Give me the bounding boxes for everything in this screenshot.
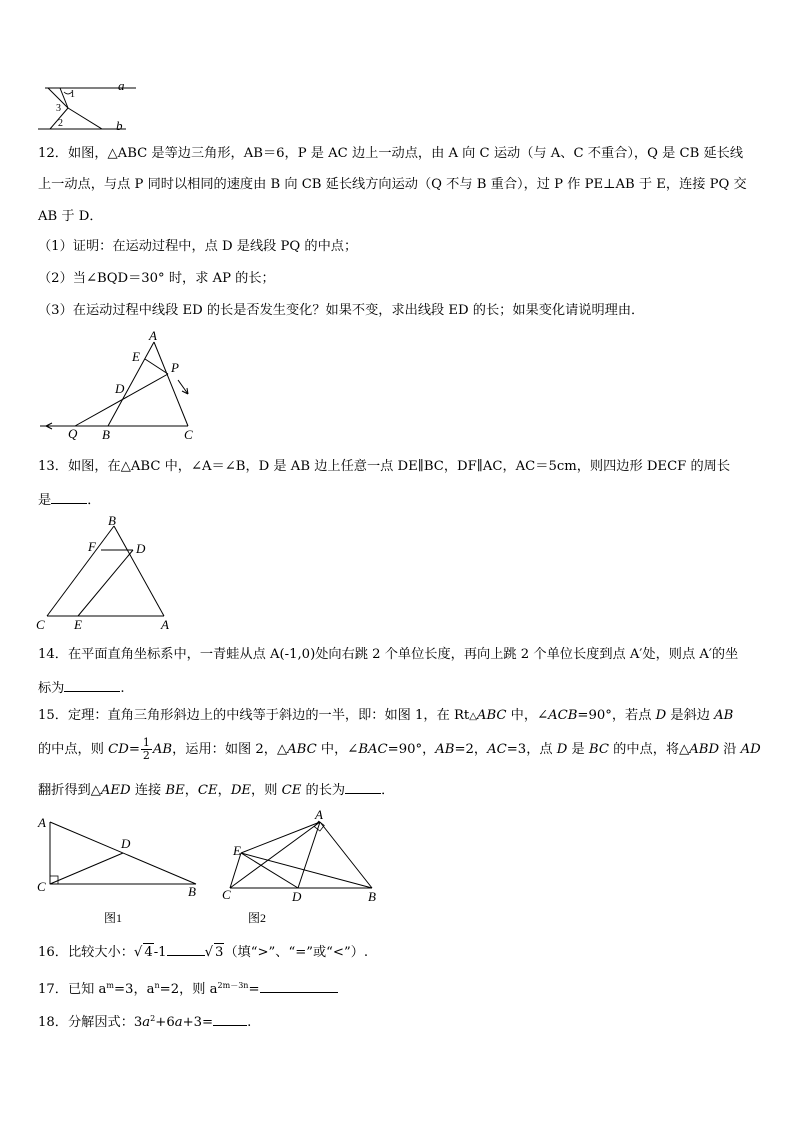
q18-line xyxy=(38,1010,251,1032)
q18-var-a: a xyxy=(142,1015,151,1030)
point-A-label: A xyxy=(38,815,46,830)
point-D-label: D xyxy=(136,541,146,556)
q15-text: ，运用：如图 2，△ xyxy=(172,742,288,757)
q14-answer-blank[interactable] xyxy=(64,677,120,692)
q15-answer-blank[interactable] xyxy=(345,779,381,794)
point-D-label: D xyxy=(292,889,302,904)
q17-text: = xyxy=(248,982,260,997)
point-P-label: P xyxy=(171,360,179,375)
point-B-label: B xyxy=(368,889,376,904)
q15-text: 15．定理：直角三角形斜边上的中线等于斜边的一半，即：如图 1，在 Rt xyxy=(38,708,470,723)
q15-text: AB xyxy=(435,742,455,757)
point-B-label: B xyxy=(108,513,116,528)
q12-part1: （1）证明：在运动过程中，点 D 是线段 PQ 的中点； xyxy=(38,239,358,254)
point-E-label: E xyxy=(233,843,241,858)
line-b-label: b xyxy=(116,118,123,133)
q13-line2-suffix: ． xyxy=(87,493,101,508)
q15-text: =2， xyxy=(454,742,488,757)
q17-exponent-n: n xyxy=(154,981,160,990)
q16-answer-blank[interactable] xyxy=(167,941,205,956)
point-C-label: C xyxy=(37,879,46,894)
q15-text: 是 xyxy=(567,742,589,757)
q15-text: AB xyxy=(152,742,173,757)
point-C-label: C xyxy=(222,887,231,902)
q15-text: CD xyxy=(108,742,129,757)
q14-line2-prefix: 标为 xyxy=(38,681,65,696)
figure-q15-fig1 xyxy=(30,810,210,928)
q18-var-a: a xyxy=(174,1015,183,1030)
q15-text: 连接 xyxy=(130,783,166,798)
q18-text: +6 xyxy=(155,1015,175,1030)
q13-answer-blank[interactable] xyxy=(51,489,87,504)
q15-text: AC xyxy=(487,742,507,757)
q15-text: ABC xyxy=(287,742,317,757)
sqrt-radicand-4: 4 xyxy=(144,945,153,960)
q15-text: CE xyxy=(281,783,302,798)
point-B-label: B xyxy=(188,884,196,899)
sqrt-radicand-3: 3 xyxy=(214,945,224,960)
q16-line xyxy=(38,941,368,962)
q18-answer-blank[interactable] xyxy=(213,1011,247,1026)
q17-answer-blank[interactable] xyxy=(260,978,338,993)
q15-text: 的中点，将△ xyxy=(608,742,690,757)
angle-3-label: 3 xyxy=(56,103,61,114)
fraction-one-half xyxy=(141,737,152,762)
q18-text: 18．分解因式：3 xyxy=(38,1015,143,1030)
point-C-label: C xyxy=(36,617,45,632)
fraction-numerator: 1 xyxy=(142,736,150,749)
point-A-label: A xyxy=(149,328,157,343)
q15-text: 中， xyxy=(506,708,538,723)
q16-minus-one: -1 xyxy=(153,945,167,960)
q15-text: AD xyxy=(740,742,761,757)
q15-text: 翻折得到△ xyxy=(38,783,101,798)
q15-text: BE xyxy=(165,783,185,798)
q15-text: ． xyxy=(381,783,395,798)
q15-text: AED xyxy=(100,783,131,798)
q17-text: =2，则 a xyxy=(159,982,218,997)
point-B-label: B xyxy=(102,427,110,442)
q15-text: CE xyxy=(197,783,218,798)
q15-text: = xyxy=(128,742,140,757)
q18-exponent-2: 2 xyxy=(150,1014,156,1023)
q15-text: ABD xyxy=(689,742,720,757)
q17-text: 17．已知 a xyxy=(38,982,107,997)
point-F-label: F xyxy=(88,539,96,554)
q12-line2: 上一动点，与点 P 同时以相同的速度由 B 向 CB 延长线方向运动（Q 不与 B 重合），过 P 作 PE⊥AB 于 E，连接 PQ 交 xyxy=(38,177,747,192)
point-A-label: A xyxy=(315,807,323,822)
point-Q-label: Q xyxy=(68,426,78,441)
q15-text: 的长为 xyxy=(301,783,346,798)
point-A-label: A xyxy=(161,617,169,632)
q16-prefix: 16．比较大小： xyxy=(38,945,134,960)
q15-text: =90°，若点 xyxy=(577,708,656,723)
q14-line1: 14．在平面直角坐标系中，一青蛙从点 A(-1,0)处向右跳 2 个单位长度，再向上跳 2 个单位长度到点 A′处，则点 A′的坐 xyxy=(38,647,739,662)
q15-text: =3，点 xyxy=(506,742,557,757)
q15-line3 xyxy=(38,779,394,800)
q15-text: D xyxy=(655,708,667,723)
q16-suffix: （填“>”、“=”或“<”）. xyxy=(224,945,369,960)
q15-text: D xyxy=(556,742,568,757)
q12-part3: （3）在运动过程中线段 ED 的长是否发生变化？如果不变，求出线段 ED 的长；如果变化请说明理由． xyxy=(38,303,645,318)
q15-text: ∠BAC xyxy=(347,742,388,757)
point-C-label: C xyxy=(184,427,193,442)
point-D-label: D xyxy=(115,381,125,396)
q17-exponent-expr: 2m－3n xyxy=(217,981,249,990)
sqrt-symbol: √ xyxy=(133,945,143,960)
q15-text: BC xyxy=(588,742,609,757)
line-a-label: a xyxy=(118,78,125,93)
q17-text: =3，a xyxy=(114,982,155,997)
q15-text: 是斜边 xyxy=(666,708,715,723)
q15-line1: 15．定理：直角三角形斜边上的中线等于斜边的一半，即：如图 1，在 Rt△ABC 中，∠ACB=90°，若点 D 是斜边 AB xyxy=(38,708,734,723)
angle-1-label: 1 xyxy=(70,89,75,100)
q15-text: ABC xyxy=(476,708,507,723)
q15-text: =90°， xyxy=(387,742,436,757)
q18-text: +3= xyxy=(182,1015,214,1030)
sqrt-symbol: √ xyxy=(204,945,213,960)
figure-1-caption: 图1 xyxy=(104,911,123,925)
q15-text: ∠ACB xyxy=(537,708,578,723)
q12-line1: 12．如图，△ABC 是等边三角形，AB＝6，P 是 AC 边上一动点，由 A 向 C 运动（与 A、C 不重合），Q 是 CB 延长线 xyxy=(38,146,744,161)
q15-line2 xyxy=(38,737,761,763)
q12-part2: （2）当∠BQD＝30° 时，求 AP 的长； xyxy=(38,271,275,286)
q13-line1: 13．如图，在△ABC 中，∠A＝∠B，D 是 AB 边上任意一点 DE∥BC，DF∥AC，AC＝5cm，则四边形 DECF 的周长 xyxy=(38,459,731,474)
q12-line3: AB 于 D． xyxy=(38,209,103,224)
figure-q15-fig2 xyxy=(216,806,386,928)
q13-line2 xyxy=(38,489,100,510)
figure-q13 xyxy=(30,512,190,634)
fraction-denominator: 2 xyxy=(142,749,150,762)
q15-text: 沿 xyxy=(719,742,741,757)
point-D-label: D xyxy=(121,836,131,851)
q15-text: AB xyxy=(714,708,734,723)
point-E-label: E xyxy=(74,617,82,632)
q15-text: ， xyxy=(217,783,231,798)
q14-line2-suffix: . xyxy=(120,681,125,696)
q15-text: 的中点，则 xyxy=(38,742,109,757)
point-E-label: E xyxy=(132,349,140,364)
q15-text: ，则 xyxy=(251,783,282,798)
figure-2-caption: 图2 xyxy=(248,911,267,925)
q17-exponent-m: m xyxy=(106,981,114,990)
q15-text: ， xyxy=(184,783,198,798)
q15-text: DE xyxy=(230,783,252,798)
figure-q11 xyxy=(30,78,140,136)
q14-line2 xyxy=(38,677,125,698)
figure-q12 xyxy=(30,328,210,444)
q15-text: 中， xyxy=(316,742,348,757)
q17-line xyxy=(38,977,338,999)
q13-line2-prefix: 是 xyxy=(38,493,52,508)
angle-2-label: 2 xyxy=(58,118,63,129)
q18-text: . xyxy=(247,1015,252,1030)
